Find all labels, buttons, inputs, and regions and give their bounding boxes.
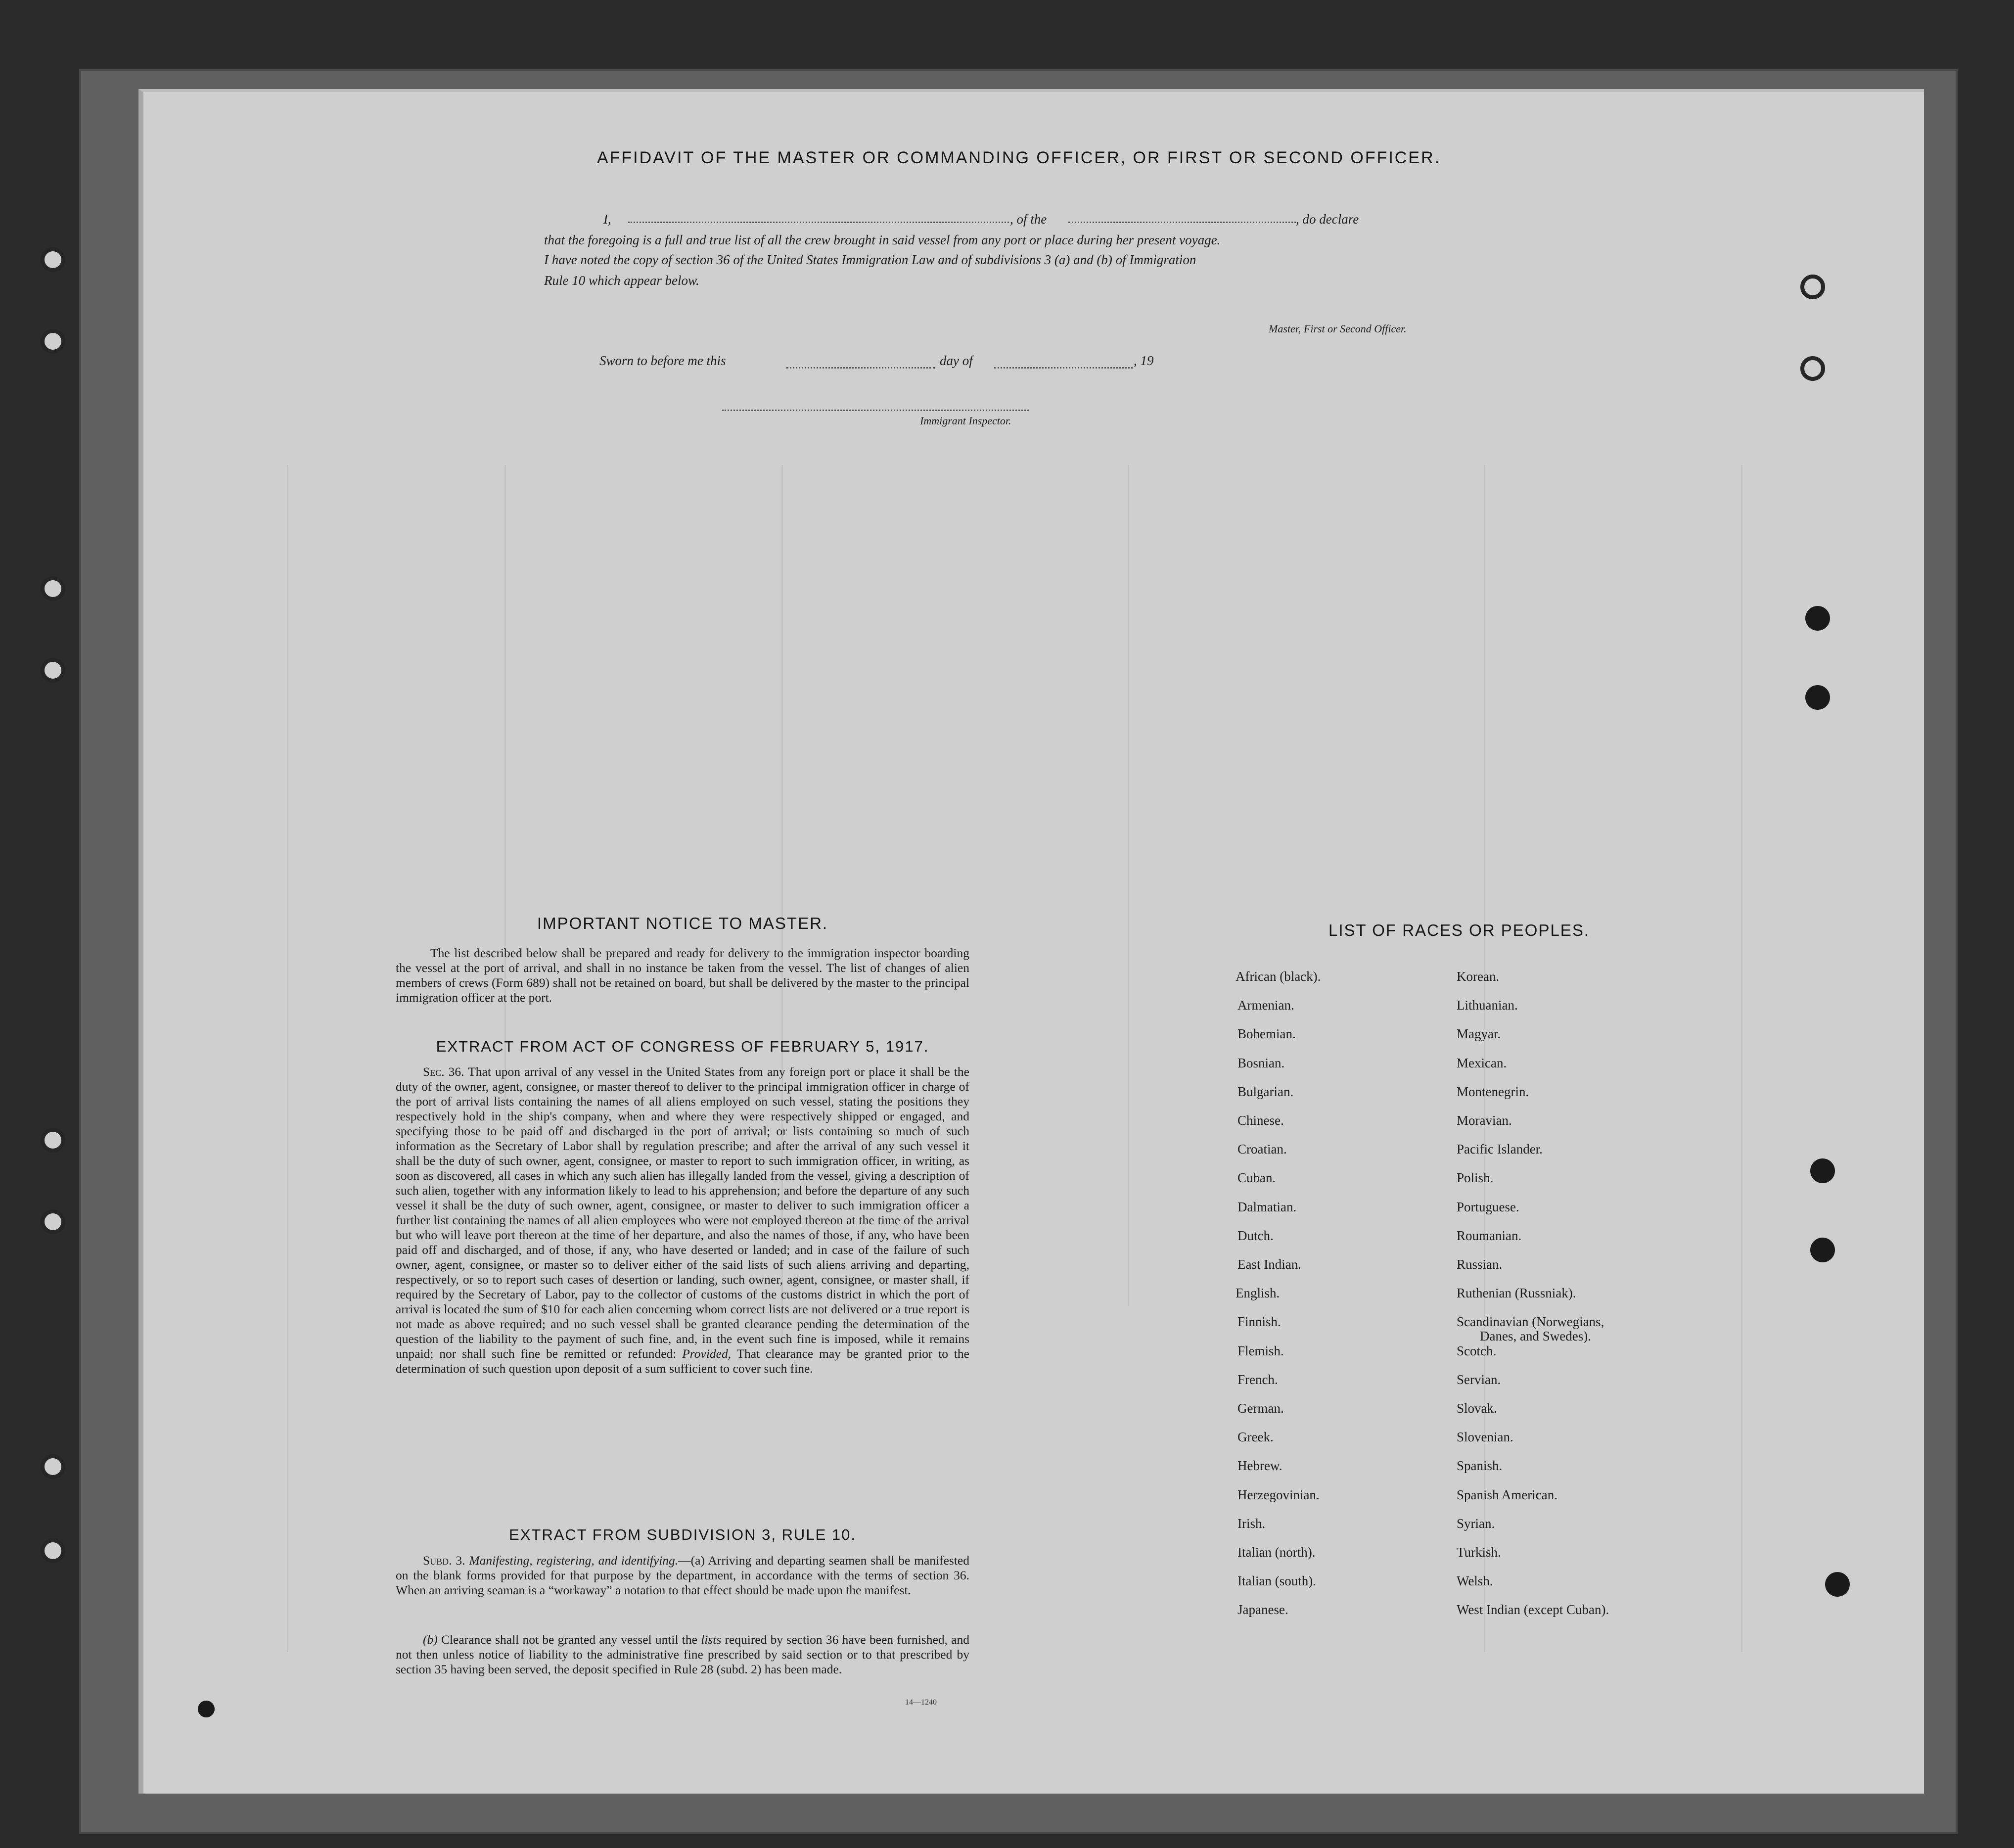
race-item: Mexican.: [1457, 1055, 1507, 1070]
race-item: Bohemian.: [1237, 1026, 1296, 1042]
race-item: Italian (south).: [1237, 1573, 1316, 1589]
race-item: Servian.: [1457, 1372, 1501, 1387]
race-item: Turkish.: [1457, 1545, 1501, 1560]
race-item: Bulgarian.: [1237, 1084, 1294, 1099]
year-text: , 19: [1134, 353, 1154, 368]
race-item: Japanese.: [1237, 1602, 1288, 1617]
race-item: Chinese.: [1237, 1113, 1284, 1128]
race-item: Herzegovinian.: [1237, 1487, 1320, 1502]
affidavit-line-3: Rule 10 which appear below.: [544, 273, 699, 288]
sec-36-text: That upon arrival of any vessel in the United States from any foreign port or place it shall be the duty of the owner, agent, consignee, or master thereof to deliver to the principal immigration officer in charge of the port of arrival lists containing the names of all aliens employed on such vessel, stating the positions they respectively hold in the ship's company, when and where they were respectively shipped or engaged, and specifying those to be paid off and discharged in the port of arrival; or lists containing so much of such information as the Secretary of Labor shall by regulation prescribe; and after the arrival of any such vessel it shall be the duty of such owner, agent, consignee, or master to report to such immigration officer, in writing, as soon as discovered, all cases in which any such alien has illegally landed from the vessel, giving a description of such alien, together with any information likely to lead to his apprehension; and before the departure of any such vessel it shall be the duty of such owner, agent, consignee, or master to deliver to such immigration officer a further list containing the names of all alien employees who were not employed thereon at the time of the arrival but who will leave port thereon at the time of her departure, and also the names of those, if any, who have been paid off and discharged, and of those, if any, who have deserted or landed; and in case of the failure of such owner, agent, consignee, or master so to deliver either of the said lists of such aliens arriving and departing, respectively, or so to report such cases of desertion or landing, such owner, agent, consignee, or master shall, if required by the Secretary of Labor, pay to the collector of customs of the customs district in which the port of arrival is located the sum of $10 for each alien concerning whom correct lists are not delivered or a true report is not made as above required; and no such vessel shall be granted clearance pending the determination of the question of the liability to the payment of such fine, and, in the event such fine is imposed, while it remains unpaid; nor shall such fine be remitted or refunded:: [396, 1064, 969, 1361]
race-item: Welsh.: [1457, 1573, 1493, 1589]
race-item: Italian (north).: [1237, 1545, 1316, 1560]
affidavit-line-1: that the foregoing is a full and true list of all the crew brought in said vessel from any port or place during her present voyage.: [544, 232, 1221, 247]
affidavit-of-the: , of the: [1010, 212, 1047, 227]
name-blank-line: [628, 221, 1009, 223]
binder-hole: [1805, 685, 1830, 710]
binder-hole: [41, 576, 65, 601]
race-item: African (black).: [1236, 969, 1321, 984]
inspector-caption: Immigrant Inspector.: [920, 415, 1011, 427]
subd-a-text: —(a) Arriving and departing seamen shall be manifested on the blank forms provided for that purpose by the department, in accordance with the terms of section 36. When an arriving seaman is a “workaway” a notation to that effect should be made upon the manifest.: [396, 1553, 969, 1597]
lists-word: lists: [701, 1632, 722, 1647]
affidavit-i: I,: [603, 212, 611, 227]
binder-hole: [41, 1538, 65, 1563]
race-item: Scotch.: [1457, 1343, 1497, 1358]
subd-3-para-a: [396, 1553, 969, 1598]
race-item: Montenegrin.: [1457, 1084, 1529, 1099]
race-item: Pacific Islander.: [1457, 1142, 1543, 1157]
race-item: Spanish American.: [1457, 1487, 1557, 1502]
subd-b-label: (b): [423, 1632, 438, 1647]
ghost-rule: [1741, 465, 1742, 1652]
ink-blot: [198, 1701, 215, 1717]
inspector-signature-line: [722, 409, 1029, 411]
binder-hole: [1825, 1572, 1850, 1597]
sworn-text: Sworn to before me this: [599, 353, 726, 368]
extract-act-title: EXTRACT FROM ACT OF CONGRESS OF FEBRUARY 5, 1917.: [436, 1038, 929, 1055]
binder-hole: [1800, 356, 1825, 381]
race-item: Dalmatian.: [1237, 1199, 1297, 1214]
race-item: Bosnian.: [1237, 1055, 1285, 1070]
race-item-continuation: Danes, and Swedes).: [1480, 1329, 1591, 1344]
race-item: Korean.: [1457, 969, 1500, 984]
binder-hole: [41, 1128, 65, 1153]
form-number: 14—1240: [905, 1698, 937, 1707]
race-item: Moravian.: [1457, 1113, 1512, 1128]
race-item: Ruthenian (Russniak).: [1457, 1286, 1576, 1301]
race-item: Syrian.: [1457, 1516, 1495, 1531]
binder-hole: [1805, 606, 1830, 631]
race-item: Slovenian.: [1457, 1430, 1513, 1445]
day-of-text: day of: [940, 353, 973, 368]
provided-word: Provided,: [682, 1346, 732, 1361]
affidavit-title: AFFIDAVIT OF THE MASTER OR COMMANDING OFFICER, OR FIRST OR SECOND OFFICER.: [596, 148, 1441, 167]
race-item: Portuguese.: [1457, 1199, 1519, 1214]
race-item: Spanish.: [1457, 1458, 1503, 1474]
subd-label: Subd. 3.: [423, 1553, 465, 1568]
race-item: Cuban.: [1237, 1170, 1276, 1186]
affidavit-do-declare: , do declare: [1296, 212, 1359, 227]
race-item: West Indian (except Cuban).: [1457, 1602, 1609, 1617]
month-blank-line: [994, 366, 1133, 369]
race-item: East Indian.: [1237, 1257, 1301, 1272]
race-item: Scandinavian (Norwegians,: [1457, 1314, 1604, 1330]
extract-act-body: [396, 1064, 969, 1376]
race-item: Irish.: [1237, 1516, 1266, 1531]
subd-b-text-2: required by section 36 have been furnished, and not then unless notice of liability to the administrative fine prescribed by said section or to that prescribed by section 35 having been served, the deposit specified in Rule 28 (subd. 2) has been made.: [396, 1632, 969, 1676]
races-title: LIST OF RACES OR PEOPLES.: [1328, 921, 1590, 939]
race-item: Roumanian.: [1457, 1228, 1522, 1243]
day-blank-line: [786, 366, 935, 369]
binder-hole: [41, 1209, 65, 1234]
race-item: Russian.: [1457, 1257, 1503, 1272]
binder-hole: [41, 1454, 65, 1479]
sec-36-text-end: That clearance may be granted prior to the determination of such question upon deposit of a sum sufficient to cover such fine.: [396, 1346, 969, 1376]
race-item: Lithuanian.: [1457, 998, 1518, 1013]
race-item: Magyar.: [1457, 1026, 1501, 1042]
binder-hole: [41, 247, 65, 272]
binder-hole: [41, 658, 65, 683]
race-item: Armenian.: [1237, 998, 1294, 1013]
race-item: Dutch.: [1237, 1228, 1274, 1243]
binder-hole: [41, 329, 65, 354]
subd-b-text-1: Clearance shall not be granted any vessel until the: [441, 1632, 697, 1647]
race-item: Flemish.: [1237, 1343, 1284, 1358]
vessel-blank-line: [1068, 221, 1296, 223]
race-item: Finnish.: [1237, 1314, 1281, 1330]
race-item: English.: [1236, 1286, 1280, 1301]
ghost-rule: [287, 465, 288, 1652]
subd-3-para-b: [396, 1632, 969, 1677]
subd-heading: Manifesting, registering, and identifying.: [469, 1553, 679, 1568]
race-item: Slovak.: [1457, 1401, 1497, 1416]
notice-body: The list described below shall be prepared and ready for delivery to the immigration inspector boarding the vessel at the port of arrival, and shall in no instance be taken from the vessel. The list of changes of alien members of crews (Form 689) shall not be retained on board, but shall be delivered by the master to the principal immigration officer at the port.: [396, 946, 969, 1005]
binder-hole: [1810, 1158, 1835, 1183]
notice-title: IMPORTANT NOTICE TO MASTER.: [537, 914, 828, 932]
sec-label: Sec. 36.: [423, 1064, 464, 1079]
race-item: German.: [1237, 1401, 1284, 1416]
ghost-rule: [1128, 465, 1129, 1306]
race-item: Greek.: [1237, 1430, 1274, 1445]
extract-rule-title: EXTRACT FROM SUBDIVISION 3, RULE 10.: [509, 1526, 856, 1543]
master-signature-caption: Master, First or Second Officer.: [1269, 323, 1407, 335]
binder-hole: [1810, 1238, 1835, 1262]
race-item: French.: [1237, 1372, 1278, 1387]
race-item: Hebrew.: [1237, 1458, 1282, 1474]
race-item: Croatian.: [1237, 1142, 1287, 1157]
affidavit-line-2: I have noted the copy of section 36 of the United States Immigration Law and of subdivisions 3 (a) and (b) of Immigration: [544, 252, 1196, 267]
race-item: Polish.: [1457, 1170, 1494, 1186]
binder-hole: [1800, 275, 1825, 299]
